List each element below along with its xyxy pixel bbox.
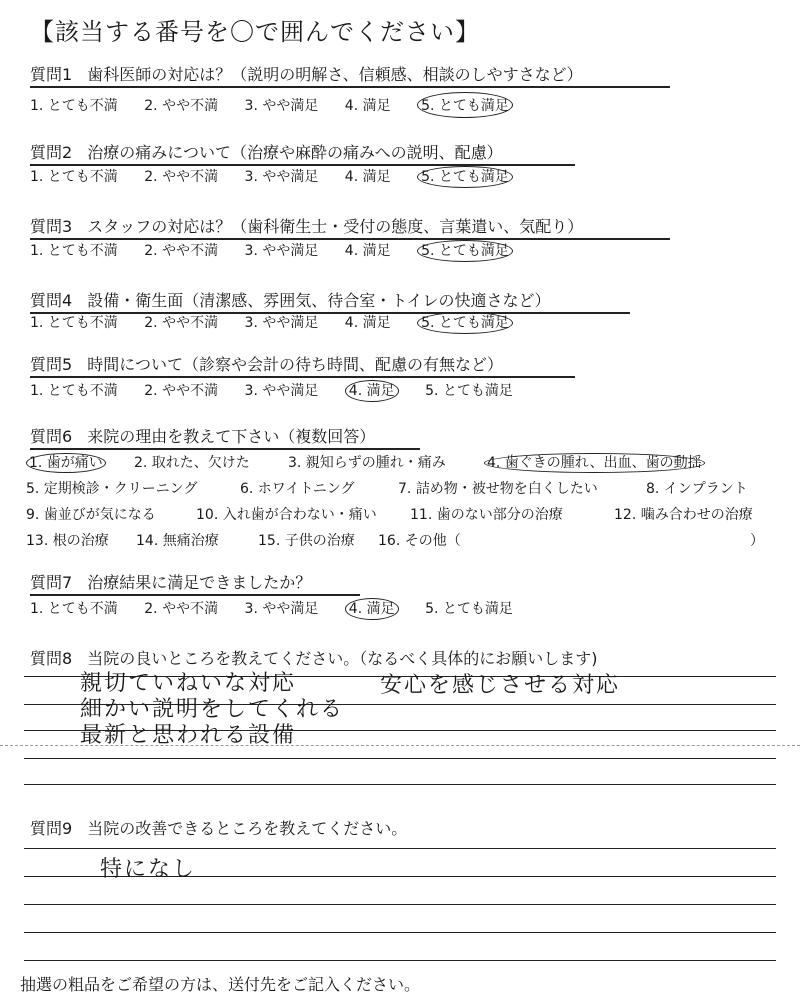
q6-option-16[interactable]: 16. その他（ bbox=[378, 533, 461, 549]
question-3-options bbox=[30, 240, 535, 260]
q6-option-14[interactable]: 14. 無痛治療 bbox=[136, 533, 219, 549]
q4-option-4[interactable]: 4. 満足 bbox=[344, 315, 391, 331]
q7-option-2[interactable]: 2. やや不満 bbox=[144, 601, 219, 617]
q8-handwritten-answer-3: 細かい説明をしてくれる bbox=[80, 697, 345, 722]
q6-option-16-close: ） bbox=[750, 533, 764, 549]
question-1-text: 歯科医師の対応は？（説明の明解さ、信頼感、相談のしやすさなど） bbox=[87, 65, 583, 84]
q3-option-1[interactable]: 1. とても不満 bbox=[30, 243, 118, 259]
question-6-label: 質問6 bbox=[30, 427, 73, 446]
q5-option-3[interactable]: 3. やや満足 bbox=[244, 383, 319, 399]
q6-option-10[interactable]: 10. 入れ歯が合わない・痛い bbox=[196, 507, 377, 523]
q1-option-5-selected[interactable] bbox=[417, 92, 513, 118]
q6-option-7[interactable]: 7. 詰め物・被せ物を白くしたい bbox=[398, 481, 598, 497]
q6-option-4-selected[interactable] bbox=[484, 452, 705, 472]
question-5 bbox=[30, 352, 503, 375]
q6-row-3 bbox=[26, 504, 786, 530]
q7-option-5[interactable]: 5. とても満足 bbox=[425, 601, 513, 617]
q8-handwritten-answer-1: 親切ていねいな対応 bbox=[80, 671, 297, 696]
q6-option-3[interactable]: 3. 親知らずの腫れ・痛み bbox=[288, 455, 446, 471]
q6-option-12[interactable]: 12. 噛み合わせの治療 bbox=[614, 507, 753, 523]
q3-option-4[interactable]: 4. 満足 bbox=[344, 243, 391, 259]
footer-note: 抽選の粗品をご希望の方は、送付先をご記入ください。 bbox=[20, 975, 421, 994]
question-8-text: 当院の良いところを教えてください。（なるべく具体的にお願いします) bbox=[87, 649, 598, 668]
question-1 bbox=[30, 62, 583, 85]
selection-circle: 4. 満足 bbox=[345, 380, 399, 402]
answer-line bbox=[24, 784, 776, 785]
q5-option-2[interactable]: 2. やや不満 bbox=[144, 383, 219, 399]
q1-option-1[interactable]: 1. とても不満 bbox=[30, 98, 118, 114]
q7-option-4-selected[interactable] bbox=[345, 598, 399, 618]
q7-option-1[interactable]: 1. とても不満 bbox=[30, 601, 118, 617]
selection-circle: 5. とても満足 bbox=[417, 166, 513, 188]
q6-option-15[interactable]: 15. 子供の治療 bbox=[258, 533, 355, 549]
question-3-label: 質問3 bbox=[30, 217, 73, 236]
q9-handwritten-answer-1: 特になし bbox=[100, 857, 197, 882]
q6-option-8[interactable]: 8. インプラント bbox=[646, 481, 748, 497]
question-9-label: 質問9 bbox=[30, 819, 73, 838]
question-4-text: 設備・衛生面（清潔感、雰囲気、待合室・トイレの快適さなど） bbox=[87, 291, 551, 310]
question-5-options bbox=[30, 380, 535, 400]
question-4-label: 質問4 bbox=[30, 291, 73, 310]
question-5-label: 質問5 bbox=[30, 355, 73, 374]
selection-circle: 4. 満足 bbox=[345, 598, 399, 620]
q3-option-2[interactable]: 2. やや不満 bbox=[144, 243, 219, 259]
q3-option-5-selected[interactable] bbox=[417, 240, 513, 260]
q6-row-2 bbox=[26, 478, 786, 504]
answer-line bbox=[24, 848, 776, 849]
question-2 bbox=[30, 140, 503, 163]
fold-line bbox=[0, 745, 800, 746]
selection-circle: 5. とても満足 bbox=[417, 312, 513, 334]
question-7-text: 治療結果に満足できましたか？ bbox=[87, 573, 312, 592]
question-1-options bbox=[30, 92, 535, 118]
q4-option-1[interactable]: 1. とても不満 bbox=[30, 315, 118, 331]
question-9 bbox=[30, 816, 407, 839]
question-3-text: スタッフの対応は？（歯科衛生士・受付の態度、言葉遣い、気配り） bbox=[87, 217, 584, 236]
answer-line bbox=[24, 932, 776, 933]
question-1-underline bbox=[30, 86, 670, 88]
question-2-text: 治療の痛みについて（治療や麻酔の痛みへの説明、配慮） bbox=[87, 143, 503, 162]
selection-circle: 4. 歯ぐきの腫れ、出血、歯の動揺 bbox=[484, 453, 705, 473]
answer-line bbox=[24, 904, 776, 905]
q8-handwritten-answer-2: 安心を感じさせる対応 bbox=[380, 673, 621, 698]
selection-circle: 1. 歯が痛い bbox=[26, 453, 106, 473]
q6-option-13[interactable]: 13. 根の治療 bbox=[26, 533, 109, 549]
q6-option-6[interactable]: 6. ホワイトニング bbox=[240, 481, 355, 497]
question-1-label: 質問1 bbox=[30, 65, 73, 84]
q5-option-1[interactable]: 1. とても不満 bbox=[30, 383, 118, 399]
q1-option-2[interactable]: 2. やや不満 bbox=[144, 98, 219, 114]
q2-option-4[interactable]: 4. 満足 bbox=[344, 169, 391, 185]
question-5-underline bbox=[30, 376, 575, 378]
question-4 bbox=[30, 288, 550, 311]
q2-option-2[interactable]: 2. やや不満 bbox=[144, 169, 219, 185]
q6-option-1-selected[interactable] bbox=[26, 452, 106, 472]
question-5-text: 時間について（診察や会計の待ち時間、配慮の有無など） bbox=[87, 355, 503, 374]
q6-row-4 bbox=[26, 530, 786, 556]
question-6-text: 来院の理由を教えて下さい（複数回答） bbox=[87, 427, 376, 446]
question-6-options bbox=[26, 452, 786, 556]
question-8-label: 質問8 bbox=[30, 649, 73, 668]
q7-option-3[interactable]: 3. やや満足 bbox=[244, 601, 319, 617]
question-2-label: 質問2 bbox=[30, 143, 73, 162]
q1-option-3[interactable]: 3. やや満足 bbox=[244, 98, 319, 114]
question-7-label: 質問7 bbox=[30, 573, 73, 592]
q4-option-5-selected[interactable] bbox=[417, 312, 513, 332]
q6-row-1 bbox=[26, 452, 786, 478]
q4-option-2[interactable]: 2. やや不満 bbox=[144, 315, 219, 331]
question-9-text: 当院の改善できるところを教えてください。 bbox=[87, 819, 408, 838]
q6-option-9[interactable]: 9. 歯並びが気になる bbox=[26, 507, 156, 523]
question-6 bbox=[30, 424, 375, 447]
q2-option-1[interactable]: 1. とても不満 bbox=[30, 169, 118, 185]
q8-handwritten-answer-4: 最新と思われる設備 bbox=[80, 723, 297, 748]
answer-line bbox=[24, 960, 776, 961]
selection-circle: 5. とても満足 bbox=[417, 240, 513, 262]
question-6-underline bbox=[30, 448, 420, 450]
question-7-options bbox=[30, 598, 535, 618]
question-3 bbox=[30, 214, 583, 237]
q2-option-5-selected[interactable] bbox=[417, 166, 513, 186]
page-title: 【該当する番号を〇で囲んでください】 bbox=[30, 18, 480, 46]
selection-circle: 5. とても満足 bbox=[417, 92, 513, 118]
q5-option-5[interactable]: 5. とても満足 bbox=[425, 383, 513, 399]
question-2-options bbox=[30, 166, 535, 186]
q6-option-11[interactable]: 11. 歯のない部分の治療 bbox=[410, 507, 563, 523]
q4-option-3[interactable]: 3. やや満足 bbox=[244, 315, 319, 331]
q6-option-5[interactable]: 5. 定期検診・クリーニング bbox=[26, 481, 198, 497]
q2-option-3[interactable]: 3. やや満足 bbox=[244, 169, 319, 185]
q3-option-3[interactable]: 3. やや満足 bbox=[244, 243, 319, 259]
q6-option-2[interactable]: 2. 取れた、欠けた bbox=[134, 455, 250, 471]
question-7 bbox=[30, 570, 311, 593]
q1-option-4[interactable]: 4. 満足 bbox=[344, 98, 391, 114]
question-7-underline bbox=[30, 594, 360, 596]
answer-line bbox=[24, 758, 776, 759]
q5-option-4-selected[interactable] bbox=[345, 380, 399, 400]
question-4-options bbox=[30, 312, 535, 332]
